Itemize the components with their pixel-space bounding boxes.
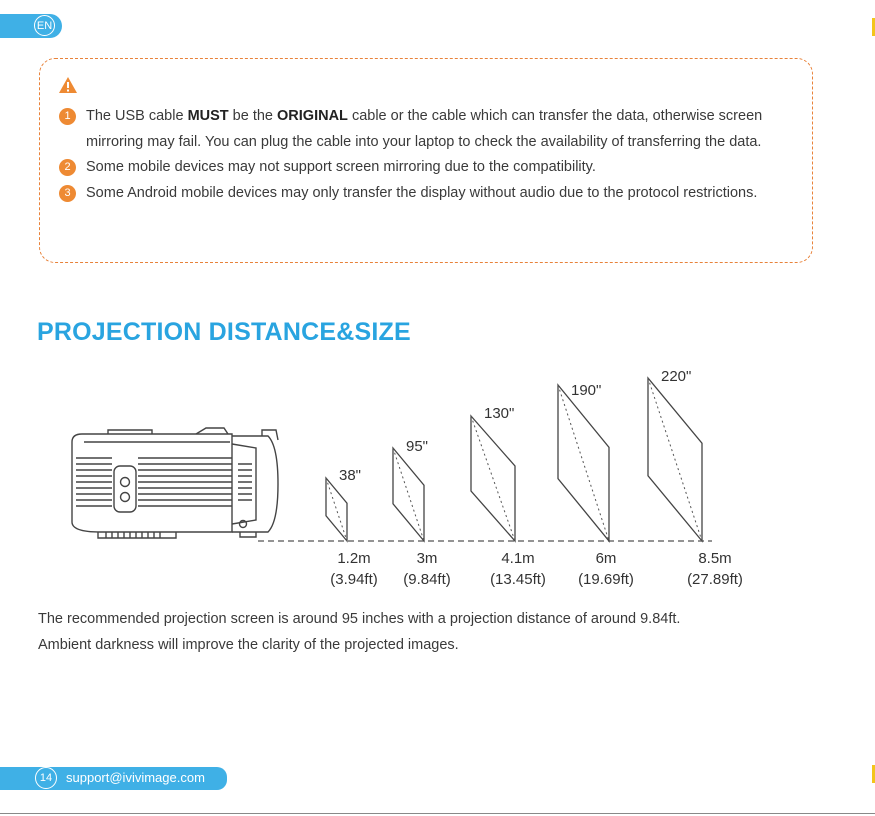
projector-vent-right [138,458,232,506]
notice-text: Some mobile devices may not support screen mirroring due to the compatibility. [86,159,596,175]
notice-number-badge: 1 [59,108,76,125]
distance-label: 3m [416,550,438,567]
screen-size-label: 38" [339,467,362,484]
notice-item [59,155,799,181]
page-number: 14 [35,767,57,789]
projector-vent-left [76,458,112,506]
distance-feet-label: (19.69ft) [578,571,634,588]
bottom-rule [0,813,875,814]
distance-feet-label: (9.84ft) [403,571,451,588]
screen-size-label: 220" [661,368,692,385]
screen-size-label: 95" [406,438,429,455]
notice-item [59,181,799,207]
notice-item [59,104,799,155]
screen-size-label: 190" [571,382,602,399]
projection-description [38,606,838,658]
notice-list [59,104,799,206]
notice-emphasis: MUST [187,108,229,124]
projection-screen [558,385,609,541]
projection-diagram [0,355,760,595]
language-badge: EN [34,15,55,36]
support-email[interactable]: support@ivivimage.com [66,770,205,785]
description-line-1: The recommended projection screen is around 95 inches with a projection distance of around 9.84ft. [38,611,681,627]
distance-label: 1.2m [337,550,371,567]
description-line-2: Ambient darkness will improve the clarity of the projected images. [38,637,459,653]
projection-screens [326,368,743,588]
notice-text: Some Android mobile devices may only transfer the display without audio due to the protocol restrictions. [86,184,758,201]
notice-text: The USB cable [86,108,188,124]
projector-illustration [72,428,278,538]
notice-box [39,58,813,263]
distance-label: 6m [595,550,617,567]
distance-label: 8.5m [698,550,732,567]
notice-text: cable or the cable which can transfer the data, otherwise screen mirroring may fail. You can plug the cable into your laptop to check the availability of transferring the data. [86,108,763,150]
warning-icon [58,76,78,94]
distance-label: 4.1m [501,550,535,567]
distance-feet-label: (13.45ft) [490,571,546,588]
distance-feet-label: (3.94ft) [330,571,378,588]
notice-number-badge: 2 [59,159,76,176]
projection-screen [393,448,424,541]
notice-emphasis: ORIGINAL [277,108,348,124]
notice-number-badge: 3 [59,185,76,202]
notice-text: be the [228,108,278,124]
distance-feet-label: (27.89ft) [687,571,743,588]
section-title: PROJECTION DISTANCE&SIZE [37,318,411,346]
screen-size-label: 130" [484,405,515,422]
